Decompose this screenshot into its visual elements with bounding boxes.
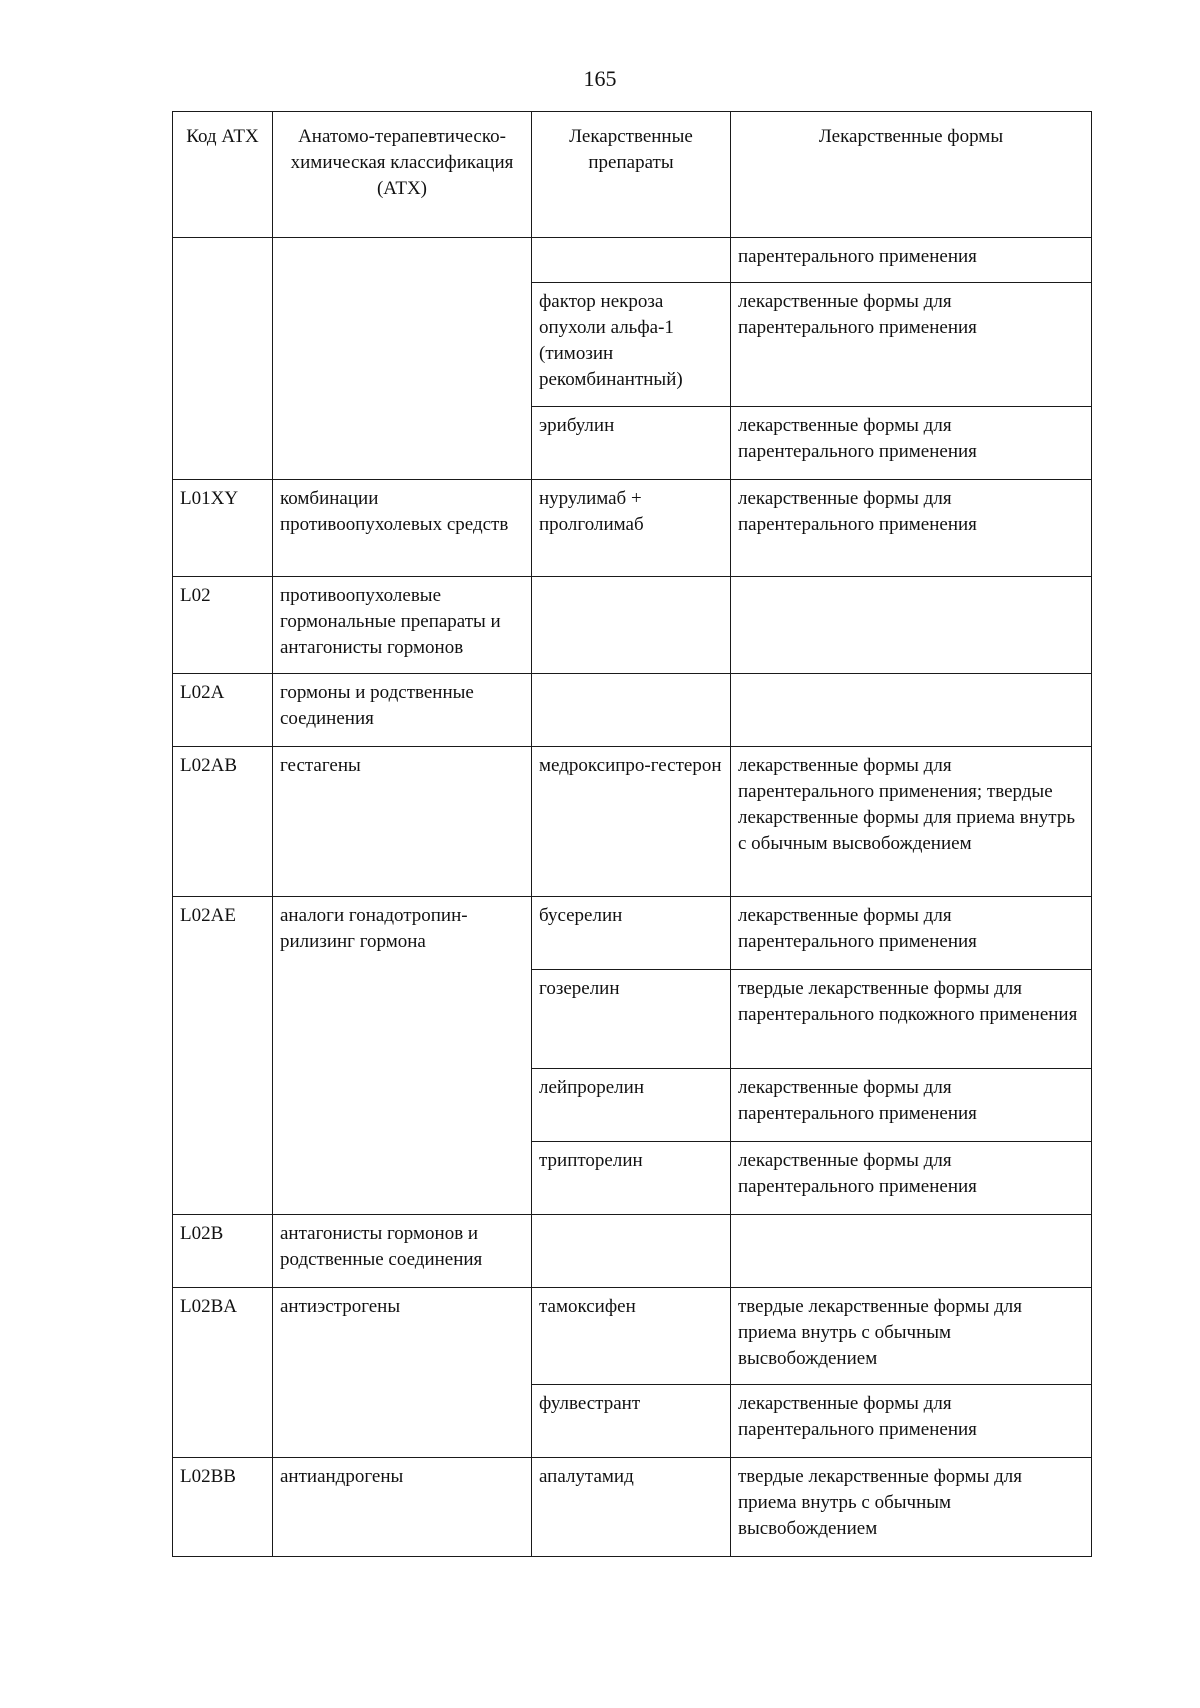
cell-drug: бусерелин — [532, 897, 731, 970]
cell-classification: противоопухолевые гормональные препараты и антагонисты гормонов — [273, 577, 532, 674]
cell-drug: эрибулин — [532, 407, 731, 480]
cell-code — [173, 238, 273, 480]
cell-classification: гормоны и родственные соединения — [273, 674, 532, 747]
cell-form: лекарственные формы для парентерального применения — [731, 1142, 1092, 1215]
cell-form: лекарственные формы для парентерального применения — [731, 897, 1092, 970]
cell-form — [731, 577, 1092, 674]
cell-drug: фактор некроза опухоли альфа-1 (тимозин рекомбинантный) — [532, 283, 731, 407]
cell-classification: антиэстрогены — [273, 1288, 532, 1458]
table-row — [173, 897, 1092, 970]
cell-drug: медроксипро-гестерон — [532, 747, 731, 897]
cell-form: лекарственные формы для парентерального применения — [731, 1385, 1092, 1458]
cell-classification: гестагены — [273, 747, 532, 897]
cell-code: L01XY — [173, 480, 273, 577]
table-header-row — [173, 112, 1092, 238]
cell-drug — [532, 577, 731, 674]
cell-code: L02BB — [173, 1458, 273, 1557]
cell-drug: трипторелин — [532, 1142, 731, 1215]
cell-classification — [273, 238, 532, 480]
page-number: 165 — [583, 66, 617, 91]
cell-code: L02A — [173, 674, 273, 747]
table-row — [173, 1458, 1092, 1557]
cell-drug: фулвестрант — [532, 1385, 731, 1458]
cell-form: парентерального применения — [731, 238, 1092, 283]
cell-form: лекарственные формы для парентерального применения — [731, 480, 1092, 577]
cell-drug: тамоксифен — [532, 1288, 731, 1385]
cell-drug: апалутамид — [532, 1458, 731, 1557]
atx-table — [172, 111, 1092, 1557]
table-row — [173, 674, 1092, 747]
cell-drug: гозерелин — [532, 970, 731, 1069]
cell-code: L02B — [173, 1215, 273, 1288]
cell-drug: нурулимаб + пролголимаб — [532, 480, 731, 577]
table-row — [173, 1288, 1092, 1385]
cell-code: L02AB — [173, 747, 273, 897]
cell-drug — [532, 1215, 731, 1288]
cell-form: лекарственные формы для парентерального применения; твердые лекарственные формы для приема внутрь с обычным высвобождением — [731, 747, 1092, 897]
header-classification: Анатомо-терапевтическо-химическая классификация (АТХ) — [273, 112, 532, 238]
cell-drug — [532, 238, 731, 283]
cell-classification: комбинации противоопухолевых средств — [273, 480, 532, 577]
header-drugs: Лекарственные препараты — [532, 112, 731, 238]
cell-classification: антиандрогены — [273, 1458, 532, 1557]
cell-code: L02BA — [173, 1288, 273, 1458]
cell-form: лекарственные формы для парентерального применения — [731, 407, 1092, 480]
cell-classification: аналоги гонадотропин-рилизинг гормона — [273, 897, 532, 1215]
table-row — [173, 1215, 1092, 1288]
cell-drug — [532, 674, 731, 747]
cell-form: твердые лекарственные формы для приема внутрь с обычным высвобождением — [731, 1288, 1092, 1385]
cell-classification: антагонисты гормонов и родственные соединения — [273, 1215, 532, 1288]
cell-form: твердые лекарственные формы для приема внутрь с обычным высвобождением — [731, 1458, 1092, 1557]
cell-code: L02AE — [173, 897, 273, 1215]
cell-form: лекарственные формы для парентерального применения — [731, 1069, 1092, 1142]
cell-form — [731, 674, 1092, 747]
table-row — [173, 480, 1092, 577]
cell-drug: лейпрорелин — [532, 1069, 731, 1142]
table-row — [173, 747, 1092, 897]
cell-form: лекарственные формы для парентерального применения — [731, 283, 1092, 407]
cell-code: L02 — [173, 577, 273, 674]
table-row — [173, 238, 1092, 283]
cell-form: твердые лекарственные формы для парентерального подкожного применения — [731, 970, 1092, 1069]
header-forms: Лекарственные формы — [731, 112, 1092, 238]
header-code: Код АТХ — [173, 112, 273, 238]
table-row — [173, 577, 1092, 674]
cell-form — [731, 1215, 1092, 1288]
